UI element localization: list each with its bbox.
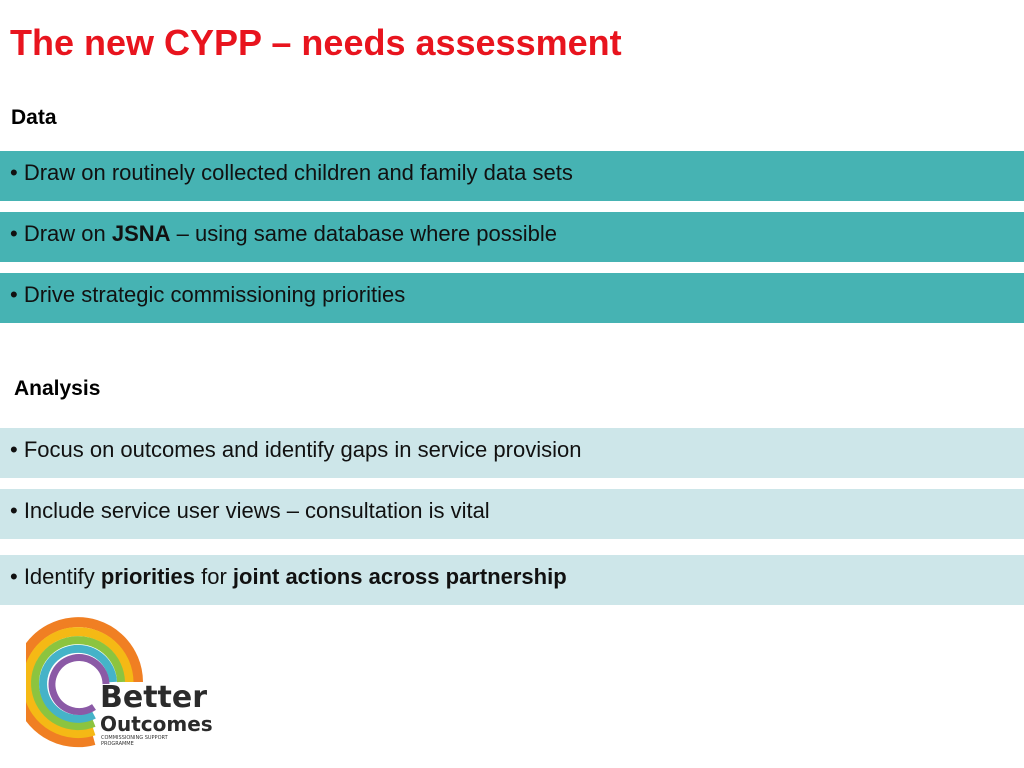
better-outcomes-logo <box>26 612 216 752</box>
data-item-bold-jsna: JSNA <box>111 221 171 246</box>
rainbow-arc-purple <box>52 658 106 712</box>
logo-line1: Better <box>100 680 208 715</box>
analysis-item-text: • Focus on outcomes and identify gaps in service provision <box>10 437 582 462</box>
logo-tagline1: COMMISSIONING SUPPORT <box>101 735 168 741</box>
analysis-item-user-views <box>0 489 1024 539</box>
analysis-item-text: • Include service user views – consultation is vital <box>10 498 490 523</box>
analysis-item-joint-actions <box>0 555 1024 605</box>
logo-tagline2: PROGRAMME <box>101 741 134 747</box>
data-item-pre: • Draw on <box>10 221 112 246</box>
logo-line2: Outcomes <box>100 712 213 736</box>
analysis-item-pre: • Identify <box>10 564 101 589</box>
data-item-priorities <box>0 273 1024 323</box>
analysis-item-outcomes <box>0 428 1024 478</box>
data-item-jsna <box>0 212 1024 262</box>
analysis-heading: Analysis <box>14 377 101 400</box>
data-item-post: – using same database where possible <box>170 221 558 246</box>
slide-title: The new CYPP – needs assessment <box>10 22 622 63</box>
analysis-item-mid: for <box>195 564 233 589</box>
data-item-text: • Draw on routinely collected children and family data sets <box>10 160 573 185</box>
analysis-item-bold-priorities: priorities <box>100 564 195 589</box>
analysis-item-bold-joint-actions: joint actions across partnership <box>232 564 567 589</box>
data-heading: Data <box>11 106 57 129</box>
data-item-routine-data <box>0 151 1024 201</box>
data-item-text: • Drive strategic commissioning priorities <box>10 282 406 307</box>
